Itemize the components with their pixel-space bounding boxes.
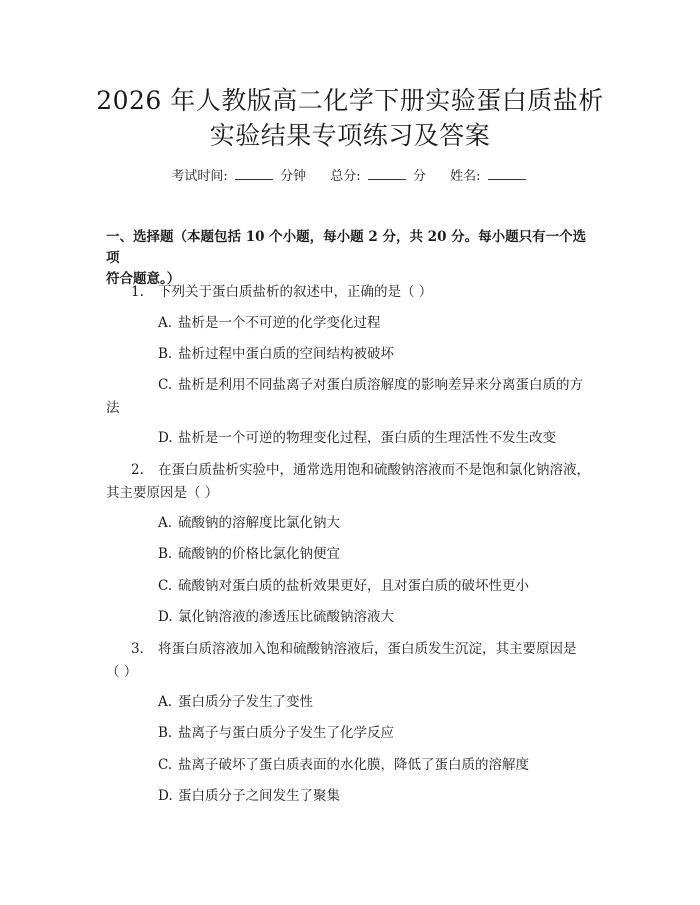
option-letter: C. — [158, 377, 173, 393]
question-number: 3. — [131, 641, 144, 657]
option-text: 硫酸钠对蛋白质的盐析效果更好，且对蛋白质的破坏性更小 — [178, 578, 529, 594]
option-text: 盐离子与蛋白质分子发生了化学反应 — [178, 725, 394, 741]
question-1-option-c-cont — [106, 396, 596, 420]
option-text: 硫酸钠的溶解度比氯化钠大 — [178, 515, 340, 531]
question-3-option-b — [106, 721, 596, 745]
question-1-option-c — [106, 373, 596, 397]
question-1 — [106, 280, 596, 304]
question-text-cont: （ ） — [106, 664, 138, 680]
question-2-cont — [106, 481, 596, 505]
section-heading-line2: 符合题意。） — [106, 271, 181, 287]
option-letter: C. — [158, 757, 173, 773]
option-text: 蛋白质分子之间发生了聚集 — [178, 788, 340, 804]
option-letter: C. — [158, 578, 173, 594]
name-label: 姓名: — [450, 169, 481, 184]
exam-score — [330, 167, 426, 187]
question-3-cont — [106, 660, 596, 684]
score-blank[interactable] — [368, 167, 406, 180]
option-text: 盐析是一个不可逆的化学变化过程 — [178, 315, 381, 331]
question-text-cont: 其主要原因是（ ） — [106, 485, 219, 501]
question-text: 在蛋白质盐析实验中，通常选用饱和硫酸钠溶液而不是饱和氯化钠溶液， — [158, 462, 590, 478]
option-letter: A. — [158, 694, 173, 710]
question-text: 将蛋白质溶液加入饱和硫酸钠溶液后，蛋白质发生沉淀，其主要原因是 — [158, 641, 577, 657]
time-unit: 分钟 — [280, 169, 307, 184]
option-text: 氯化钠溶液的渗透压比硫酸钠溶液大 — [178, 609, 394, 625]
question-text: 下列关于蛋白质盐析的叙述中，正确的是（ ） — [158, 284, 433, 300]
question-2-option-d — [106, 605, 596, 629]
question-number: 1. — [131, 284, 144, 300]
question-2-option-b — [106, 542, 596, 566]
exam-name — [450, 167, 529, 187]
option-letter: D. — [158, 430, 173, 446]
page-title-line2: 实验结果专项练习及答案 — [209, 121, 491, 150]
option-text: 盐析是利用不同盐离子对蛋白质溶解度的影响差异来分离蛋白质的方 — [178, 377, 583, 393]
option-letter: A. — [158, 315, 173, 331]
option-letter: A. — [158, 515, 173, 531]
exam-meta — [0, 167, 700, 187]
option-letter: B. — [158, 546, 173, 562]
question-2-option-c — [106, 574, 596, 598]
question-number: 2. — [131, 462, 144, 478]
score-unit: 分 — [412, 169, 426, 184]
page-title-line1: 2026 年人教版高二化学下册实验蛋白质盐析 — [96, 86, 604, 115]
option-letter: B. — [158, 346, 173, 362]
option-text: 盐析过程中蛋白质的空间结构被破坏 — [178, 346, 394, 362]
option-text-cont: 法 — [106, 400, 120, 416]
question-2-option-a — [106, 511, 596, 535]
question-2 — [106, 458, 596, 482]
time-label: 考试时间: — [171, 169, 228, 184]
option-text: 盐离子破坏了蛋白质表面的水化膜，降低了蛋白质的溶解度 — [178, 757, 529, 773]
option-text: 蛋白质分子发生了变性 — [178, 694, 313, 710]
question-1-option-b — [106, 342, 596, 366]
section-heading-line1: 一、选择题（本题包括 10 个小题，每小题 2 分，共 20 分。每小题只有一个选项 — [106, 229, 587, 266]
question-1-option-a — [106, 311, 596, 335]
question-3 — [106, 637, 596, 661]
exam-time — [171, 167, 306, 187]
question-3-option-c — [106, 753, 596, 777]
option-letter: D. — [158, 609, 173, 625]
question-3-option-d — [106, 784, 596, 808]
question-3-option-a — [106, 690, 596, 714]
time-blank[interactable] — [235, 167, 273, 180]
option-text: 硫酸钠的价格比氯化钠便宜 — [178, 546, 340, 562]
option-letter: B. — [158, 725, 173, 741]
option-text: 盐析是一个可逆的物理变化过程，蛋白质的生理活性不发生改变 — [178, 430, 556, 446]
question-1-option-d — [106, 426, 596, 450]
score-label: 总分: — [330, 169, 361, 184]
name-blank[interactable] — [488, 167, 526, 180]
option-letter: D. — [158, 788, 173, 804]
